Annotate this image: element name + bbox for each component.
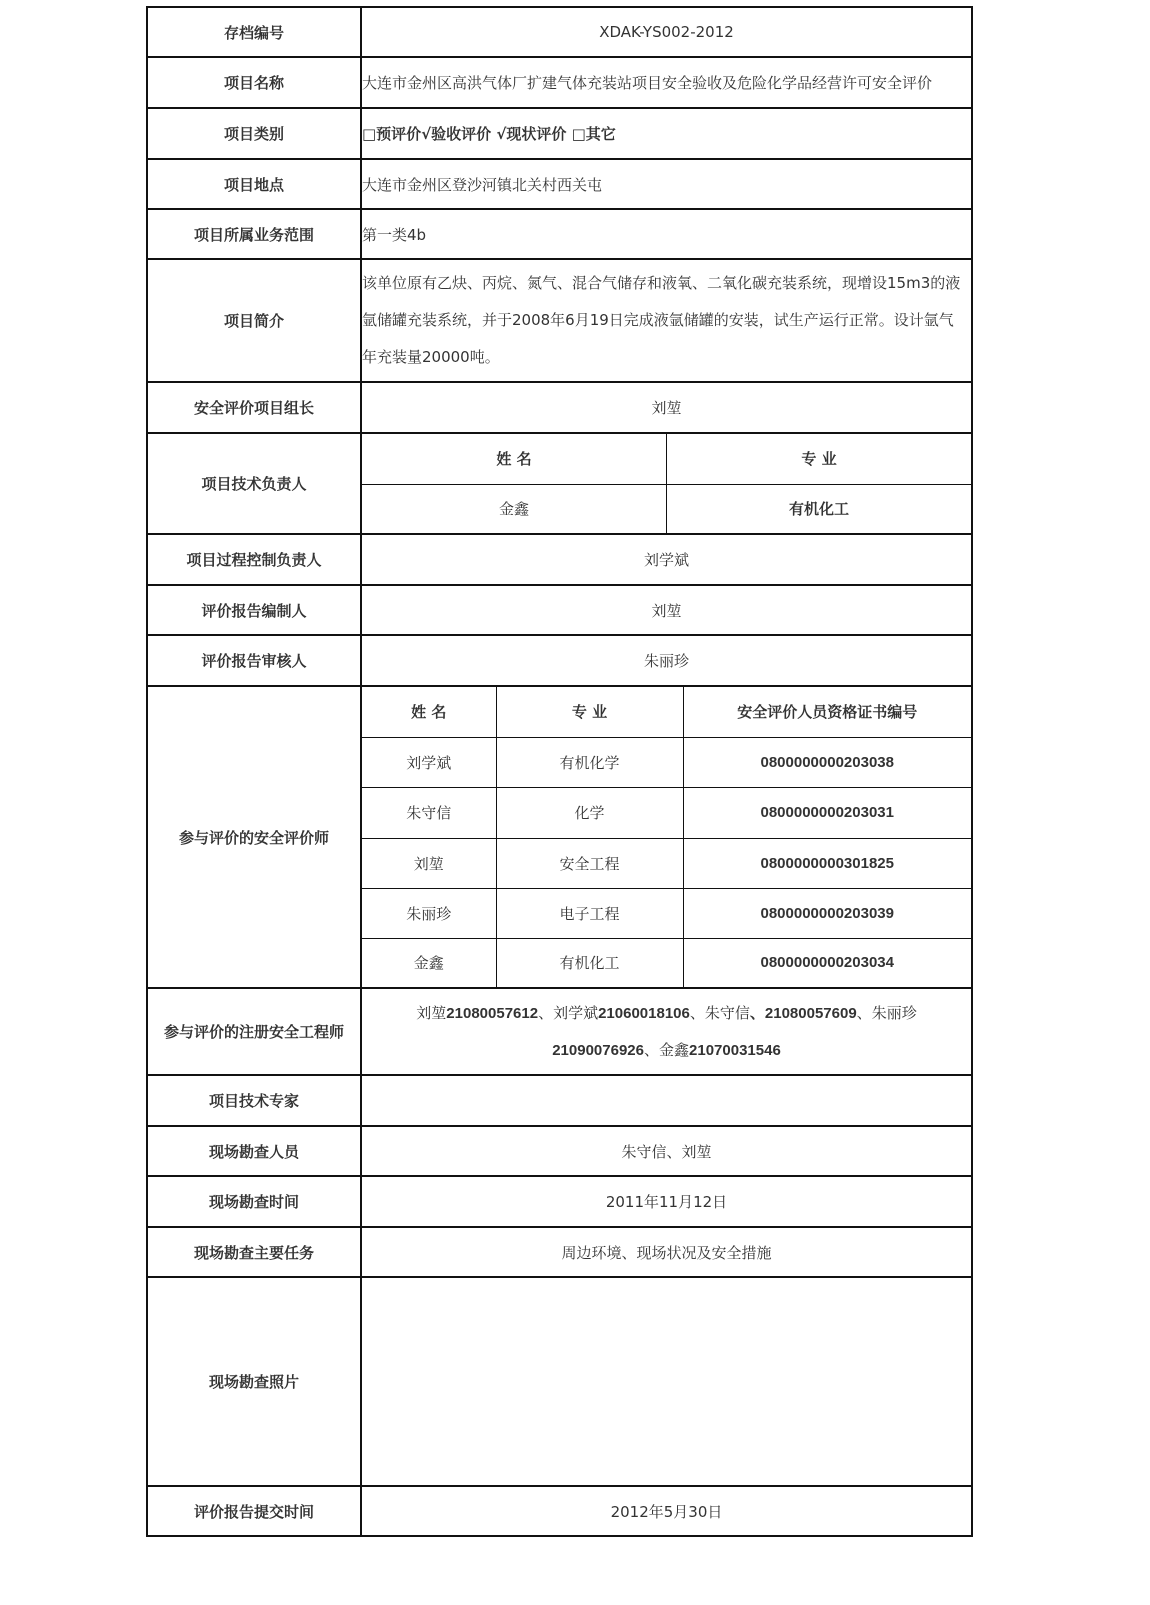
row-survey-photos	[147, 1277, 972, 1486]
tech-lead-label: 项目技术负责人	[147, 433, 361, 534]
report-reviewer-label: 评价报告审核人	[147, 635, 361, 686]
report-author-value: 刘堃	[361, 585, 972, 635]
survey-time-label: 现场勘查时间	[147, 1176, 361, 1227]
row-project-intro	[147, 259, 972, 382]
engineer-separator: 、	[749, 1004, 765, 1022]
evaluators-table	[362, 687, 971, 987]
row-survey-time	[147, 1176, 972, 1227]
row-project-name	[147, 57, 972, 108]
evaluators-header-cert: 安全评价人员资格证书编号	[683, 687, 971, 737]
evaluator-name: 朱丽珍	[362, 888, 496, 938]
report-author-label: 评价报告编制人	[147, 585, 361, 635]
survey-tasks-value: 周边环境、现场状况及安全措施	[361, 1227, 972, 1277]
project-type-label: 项目类别	[147, 108, 361, 159]
engineer-no: 21070031546	[689, 1041, 781, 1059]
engineers-label: 参与评价的注册安全工程师	[147, 988, 361, 1075]
evaluator-cert: 0800000000301825	[683, 838, 971, 888]
row-process-lead	[147, 534, 972, 585]
engineer-name: 朱丽珍	[871, 1003, 917, 1022]
report-reviewer-value: 朱丽珍	[361, 635, 972, 686]
row-engineers	[147, 988, 972, 1075]
project-type-value: □预评价√验收评价 √现状评价 □其它	[361, 108, 972, 159]
evaluator-name: 刘堃	[362, 838, 496, 888]
evaluators-cell	[361, 686, 972, 988]
engineers-list	[362, 995, 971, 1069]
engineer-separator: 、	[538, 1003, 554, 1022]
engineer-name: 刘学斌	[553, 1003, 599, 1022]
tech-expert-label: 项目技术专家	[147, 1075, 361, 1126]
row-survey-tasks	[147, 1227, 972, 1277]
evaluators-header-name: 姓 名	[362, 687, 496, 737]
row-archive-no	[147, 7, 972, 57]
business-scope-value: 第一类4b	[361, 209, 972, 259]
tech-lead-table	[362, 434, 971, 533]
tech-lead-data-row	[362, 484, 971, 533]
evaluator-row	[362, 787, 971, 838]
process-lead-label: 项目过程控制负责人	[147, 534, 361, 585]
tech-expert-value	[361, 1075, 972, 1126]
evaluator-major: 电子工程	[496, 888, 683, 938]
tech-lead-header-row	[362, 434, 971, 484]
survey-time-value: 2011年11月12日	[361, 1176, 972, 1227]
row-tech-expert	[147, 1075, 972, 1126]
engineer-no: 21060018106	[598, 1004, 690, 1022]
engineer-no: 21080057612	[446, 1004, 539, 1022]
survey-staff-label: 现场勘查人员	[147, 1126, 361, 1176]
survey-staff-value: 朱守信、刘堃	[361, 1126, 972, 1176]
process-lead-value: 刘学斌	[361, 534, 972, 585]
tech-lead-major: 有机化工	[667, 484, 972, 533]
engineers-cell	[361, 988, 972, 1075]
project-intro-label: 项目简介	[147, 259, 361, 382]
project-intro-cell	[361, 259, 972, 382]
evaluator-major: 安全工程	[496, 838, 683, 888]
engineer-separator: 、	[643, 1040, 659, 1059]
row-submit-time	[147, 1486, 972, 1536]
row-survey-staff	[147, 1126, 972, 1176]
archive-no-value: XDAK-YS002-2012	[361, 7, 972, 57]
team-leader-label: 安全评价项目组长	[147, 382, 361, 433]
project-location-value: 大连市金州区登沙河镇北关村西关屯	[361, 159, 972, 209]
evaluators-label: 参与评价的安全评价师	[147, 686, 361, 988]
survey-tasks-label: 现场勘查主要任务	[147, 1227, 361, 1277]
evaluator-name: 刘学斌	[362, 737, 496, 787]
row-project-location	[147, 159, 972, 209]
evaluator-row	[362, 838, 971, 888]
engineer-separator: 、	[689, 1003, 705, 1022]
evaluator-cert: 0800000000203034	[683, 938, 971, 987]
evaluator-cert: 0800000000203038	[683, 737, 971, 787]
tech-lead-name: 金鑫	[362, 484, 667, 533]
project-location-label: 项目地点	[147, 159, 361, 209]
engineer-name: 朱守信	[704, 1003, 750, 1022]
submit-time-value: 2012年5月30日	[361, 1486, 972, 1536]
evaluators-header-row	[362, 687, 971, 737]
evaluator-major: 化学	[496, 787, 683, 838]
evaluator-major: 有机化工	[496, 938, 683, 987]
evaluator-row	[362, 737, 971, 787]
archive-no-label: 存档编号	[147, 7, 361, 57]
evaluators-header-major: 专 业	[496, 687, 683, 737]
project-info-table	[146, 6, 973, 1537]
tech-lead-cell	[361, 433, 972, 534]
business-scope-label: 项目所属业务范围	[147, 209, 361, 259]
row-evaluators	[147, 686, 972, 988]
row-project-type	[147, 108, 972, 159]
row-tech-lead	[147, 433, 972, 534]
tech-lead-header-name: 姓 名	[362, 434, 667, 484]
project-intro-text: 该单位原有乙炔、丙烷、氮气、混合气储存和液氧、二氧化碳充装系统，现增设15m3的液氩储罐充装系统，并于2008年6月19日完成液氩储罐的安装，试生产运行正常。设计氩气年充装量20000吨。	[362, 274, 961, 366]
row-team-leader	[147, 382, 972, 433]
engineer-no: 21090076926	[552, 1041, 644, 1059]
evaluator-row	[362, 888, 971, 938]
evaluator-major: 有机化学	[496, 737, 683, 787]
engineer-name: 刘堃	[416, 1003, 447, 1022]
project-name-value: 大连市金州区高洪气体厂扩建气体充装站项目安全验收及危险化学品经营许可安全评价	[361, 57, 972, 108]
team-leader-value: 刘堃	[361, 382, 972, 433]
survey-photos-label: 现场勘查照片	[147, 1277, 361, 1486]
evaluator-cert: 0800000000203031	[683, 787, 971, 838]
evaluator-row	[362, 938, 971, 987]
evaluator-name: 朱守信	[362, 787, 496, 838]
submit-time-label: 评价报告提交时间	[147, 1486, 361, 1536]
tech-lead-header-major: 专 业	[667, 434, 972, 484]
engineer-no: 21080057609	[764, 1004, 857, 1022]
engineer-name: 金鑫	[659, 1040, 690, 1059]
row-business-scope	[147, 209, 972, 259]
evaluator-cert: 0800000000203039	[683, 888, 971, 938]
row-report-author	[147, 585, 972, 635]
row-report-reviewer	[147, 635, 972, 686]
engineer-separator: 、	[856, 1003, 872, 1022]
survey-photos-area	[361, 1277, 972, 1486]
project-name-label: 项目名称	[147, 57, 361, 108]
evaluator-name: 金鑫	[362, 938, 496, 987]
